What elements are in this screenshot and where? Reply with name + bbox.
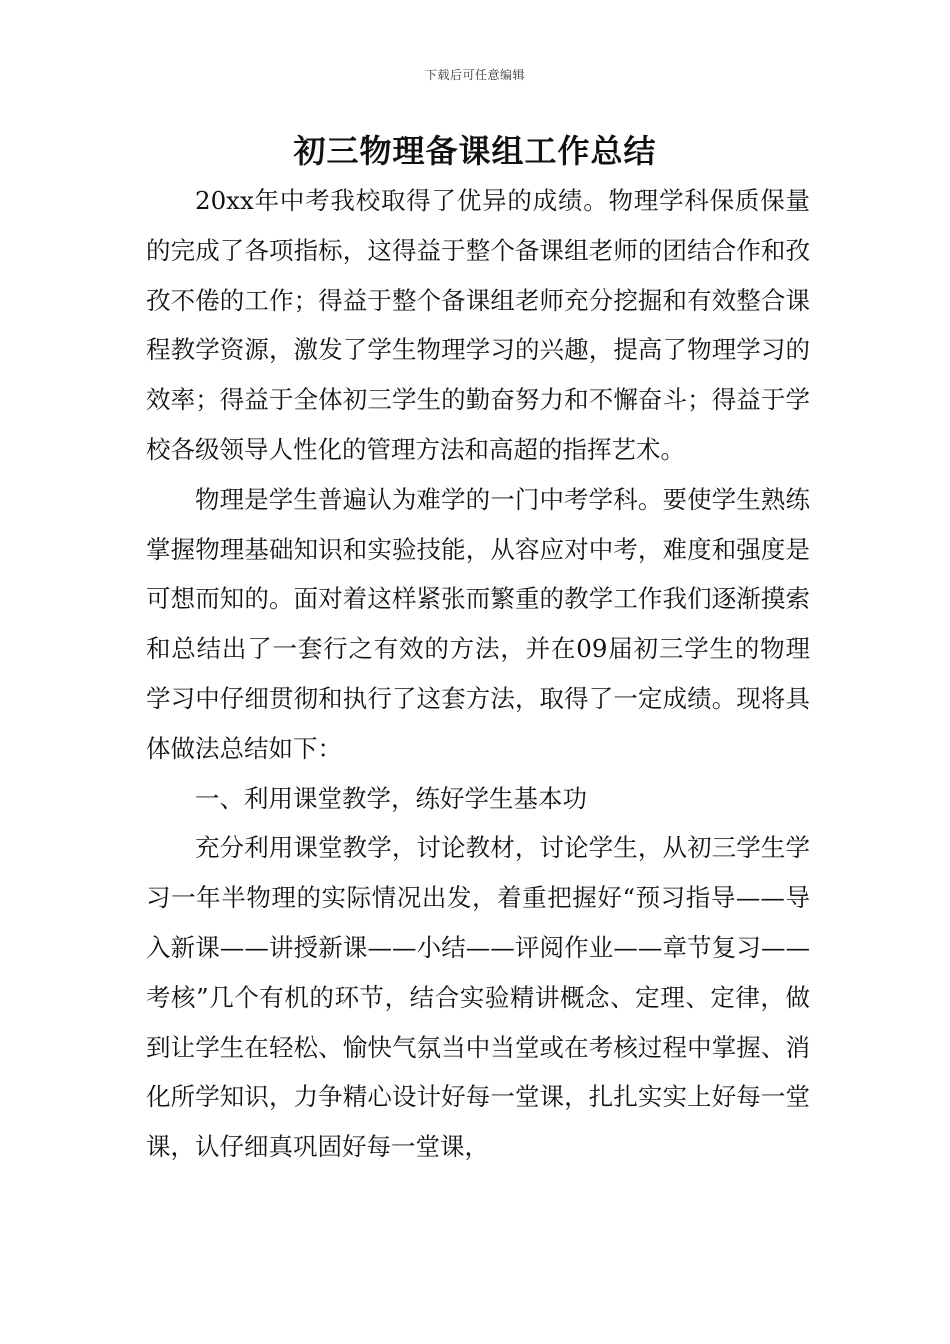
- document-body: [146, 176, 810, 1172]
- header-note: 下载后可任意编辑: [424, 68, 525, 82]
- paragraph-2: 物理是学生普遍认为难学的一门中考学科。要使学生熟练掌握物理基础知识和实验技能，从容应对中考，难度和强度是可想而知的。面对着这样紧张而繁重的教学工作我们逐渐摸索和总结出了一套行之有效的方法，并在09届初三学生的物理学习中仔细贯彻和执行了这套方法，取得了一定成绩。现将具体做法总结如下：: [146, 484, 810, 763]
- section-heading-1: 一、利用课堂教学，练好学生基本功: [195, 783, 587, 813]
- paragraph-3: 充分利用课堂教学，讨论教材，讨论学生，从初三学生学习一年半物理的实际情况出发，着重把握好“预习指导——导入新课——讲授新课——小结——评阅作业——章节复习——考核”几个有机的环节，结合实验精讲概念、定理、定律，做到让学生在轻松、愉快气氛当中当堂或在考核过程中掌握、消化所学知识，力争精心设计好每一堂课，扎扎实实上好每一堂课，认仔细真巩固好每一堂课，: [146, 833, 810, 1162]
- document-title: 初三物理备课组工作总结: [293, 132, 657, 170]
- paragraph-1: 20xx年中考我校取得了优异的成绩。物理学科保质保量的完成了各项指标，这得益于整个备课组老师的团结合作和孜孜不倦的工作；得益于整个备课组老师充分挖掘和有效整合课程教学资源，激发了学生物理学习的兴趣，提高了物理学习的效率；得益于全体初三学生的勤奋努力和不懈奋斗；得益于学校各级领导人性化的管理方法和高超的指挥艺术。: [146, 186, 810, 464]
